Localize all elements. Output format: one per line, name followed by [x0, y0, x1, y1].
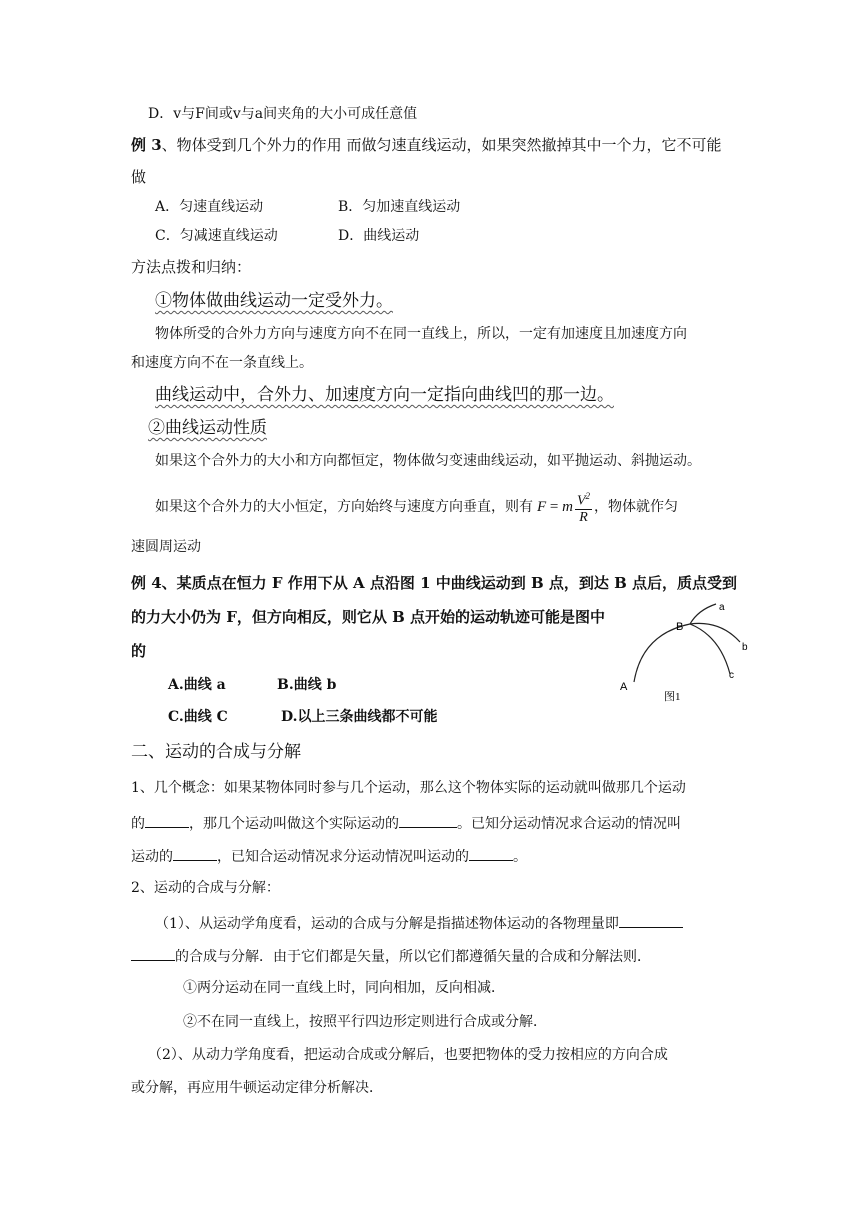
- concept-2-1-line-1: （1）、从运动学角度看，运动的合成与分解是指描述物体运动的各物理量即: [155, 913, 683, 933]
- method-heading: 方法点拨和归纳：: [131, 258, 252, 276]
- example-4-line-2: 的力大小仍为 F，但方向相反，则它从 B 点开始的运动轨迹可能是图中: [131, 608, 605, 626]
- point-b-label: B: [676, 621, 684, 633]
- example-3-option-b: B．匀加速直线运动: [338, 199, 461, 215]
- option-d-line: D．v与F间或v与a间夹角的大小可成任意值: [148, 106, 418, 122]
- point-2-text-2: 如果这个合外力的大小恒定，方向始终与速度方向垂直，则有 F = m $\frac{V^2}{R}$ ，物体就作匀: [155, 484, 678, 530]
- point-a-label: A: [620, 681, 628, 693]
- example-4-line-1: 例 4、某质点在恒力 F 作用下从 A 点沿图 1 中曲线运动到 B 点，到达 B 点后，质点受到: [131, 574, 737, 592]
- concept-2-1-line-2: 的合成与分解．由于它们都是矢量，所以它们都遵循矢量的合成和分解法则．: [131, 946, 651, 966]
- curve-b-label: b: [742, 642, 748, 653]
- concept-2-1-item-2: ②不在同一直线上，按照平行四边形定则进行合成或分解．: [183, 1014, 547, 1030]
- blank-2[interactable]: [399, 813, 457, 828]
- example-4-option-b: B.曲线 b: [277, 677, 337, 693]
- example-4-option-a: A.曲线 a: [168, 677, 226, 693]
- section-2-heading: 二、运动的合成与分解: [131, 742, 301, 762]
- point-2-text-1: 如果这个合外力的大小和方向都恒定，物体做匀变速曲线运动，如平抛运动、斜抛运动。: [155, 453, 701, 469]
- point-1-emphasis: 曲线运动中，合外力、加速度方向一定指向曲线凹的那一边。: [155, 385, 614, 405]
- concept-2-1-item-1: ①两分运动在同一直线上时，同向相加，反向相减．: [183, 980, 505, 996]
- figure-caption: 图1: [664, 691, 681, 703]
- example-4-option-d: D.以上三条曲线都不可能: [281, 709, 438, 725]
- example-3-label: 例 3: [131, 136, 162, 154]
- example-3-line-1: [131, 136, 721, 154]
- curve-b: [690, 623, 740, 642]
- curve-c: [690, 624, 730, 674]
- concept-1-line-1: 1、几个概念：如果某物体同时参与几个运动，那么这个物体实际的运动就叫做那几个运动: [131, 780, 686, 796]
- point-2-title: ②曲线运动性质: [148, 418, 267, 438]
- example-4-line-3: 的: [131, 642, 147, 660]
- example-3-option-d: D．曲线运动: [338, 228, 420, 244]
- concept-2-2-line-2: 或分解，再应用牛顿运动定律分析解决．: [131, 1080, 383, 1096]
- point-2-text-3: 速圆周运动: [131, 539, 201, 555]
- point-1-text-2: 和速度方向不在一条直线上。: [131, 355, 313, 371]
- blank-3[interactable]: [173, 846, 217, 861]
- blank-6[interactable]: [131, 946, 175, 961]
- point-1-text-1: 物体所受的合外力方向与速度方向不在同一直线上，所以，一定有加速度且加速度方向: [155, 326, 687, 342]
- concept-1-line-3: 运动的 ，已知合运动情况求分运动情况叫运动的 。: [131, 846, 527, 866]
- blank-5[interactable]: [619, 913, 683, 928]
- figure-1: [612, 596, 772, 712]
- concept-2-title: 2、运动的合成与分解：: [131, 880, 280, 896]
- curve-a-label: a: [719, 602, 725, 613]
- formula: F = m $\frac{V^2}{R}$: [537, 488, 594, 527]
- example-3-line-2: 做: [131, 168, 147, 186]
- concept-2-2-line-1: （2）、从动力学角度看，把运动合成或分解后，也要把物体的受力按相应的方向合成: [148, 1047, 668, 1063]
- blank-4[interactable]: [469, 846, 513, 861]
- curve-a: [690, 604, 716, 624]
- curve-c-label: c: [729, 670, 734, 681]
- example-3-option-c: C．匀减速直线运动: [155, 228, 278, 244]
- concept-1-line-2: 的 ，那几个运动叫做这个实际运动的 。已知分运动情况求合运动的情况叫: [131, 813, 681, 833]
- example-3-text: 、物体受到几个外力的作用 而做匀速直线运动，如果突然撤掉其中一个力，它不可能: [161, 136, 722, 154]
- example-3-option-a: A．匀速直线运动: [155, 199, 264, 215]
- blank-1[interactable]: [145, 813, 189, 828]
- point-1-title: ①物体做曲线运动一定受外力。: [155, 291, 393, 311]
- example-4-option-c: C.曲线 C: [168, 709, 228, 725]
